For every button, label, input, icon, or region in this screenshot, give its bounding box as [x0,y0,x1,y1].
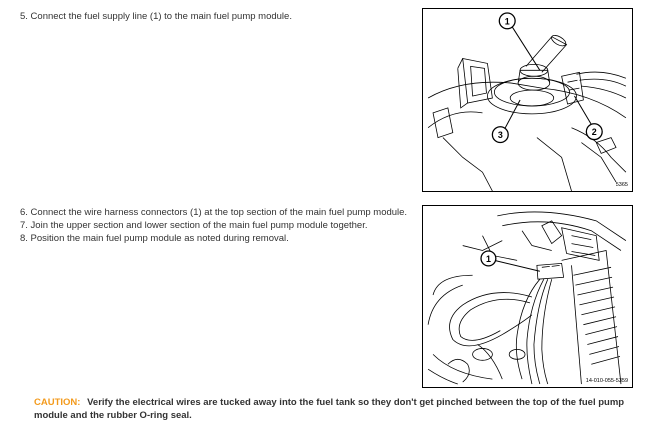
caution-label: CAUTION: [34,397,81,408]
caution-note [34,396,634,422]
fuel-pump-module-illustration [423,9,632,191]
callout-1-label: 1 [504,16,510,27]
step-7-text: 7. Join the upper section and lower section of the main fuel pump module together. [20,220,368,231]
step-5-text: 5. Connect the fuel supply line (1) to the main fuel pump module. [20,11,292,22]
figure-wire-harness [422,205,633,388]
figure-fuel-supply-line [422,8,633,192]
caution-text: Verify the electrical wires are tucked away into the fuel tank so they don't get pinched between the top of the fuel pump module and the rubber O-ring seal. [34,397,625,421]
figure-1-id: 5365 [615,182,628,188]
step-8-text: 8. Position the main fuel pump module as noted during removal. [20,233,289,244]
callout-2-label: 2 [591,127,597,138]
callout-3-label: 3 [497,130,503,141]
callout-1-label: 1 [485,253,491,264]
step-6-text: 6. Connect the wire harness connectors (1) at the top section of the main fuel pump module. [20,207,408,218]
wire-harness-illustration [423,206,632,387]
figure-2-id: 14-010-055-5359 [585,378,628,384]
